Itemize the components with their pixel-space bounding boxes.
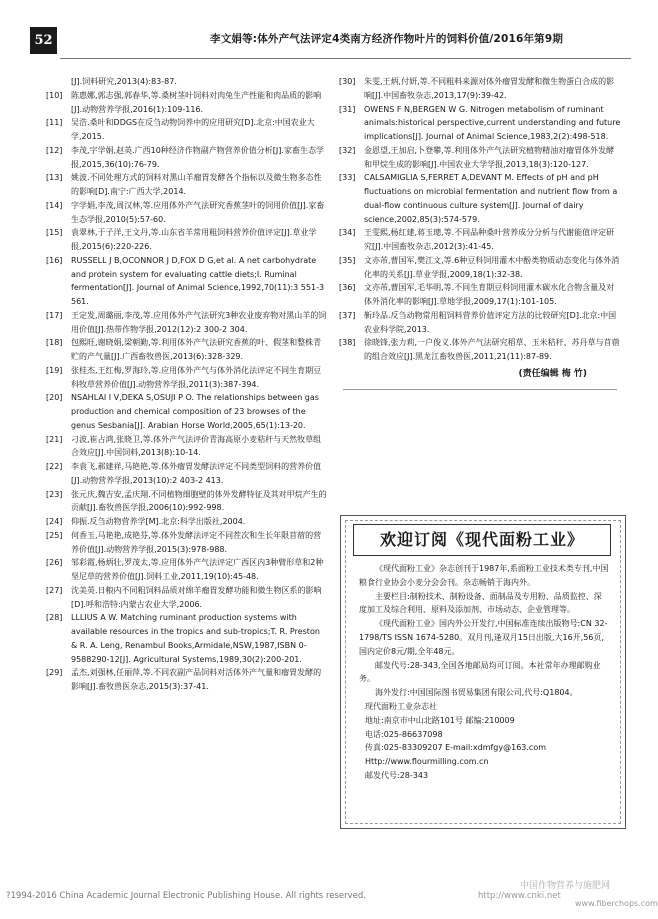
reference-text: 包熙旺,谢晓娟,梁朝勤,等.利用体外产气法研究香蕉的叶、假茎和整株青贮的产气量[J].广西畜牧兽医,2013(6):328-329. xyxy=(71,338,322,361)
reference-entry xyxy=(46,364,328,392)
reference-entry xyxy=(339,254,621,282)
reference-text: 袁翠林,于子洋,王文丹,等.山东省羊常用粗饲料营养价值评定[J].草业学报,2015(6):220-226. xyxy=(71,228,317,251)
copyright-notice: ?1994-2016 China Academic Journal Electronic Publishing House. All rights reserved. xyxy=(6,891,366,901)
subscription-ad-box xyxy=(340,515,626,829)
reference-text: 李茂,字学娟,赵英.广西10种经济作物副产物营养价值分析[J].家畜生态学报,2015,36(10):76-79. xyxy=(71,145,324,169)
reference-number: [19] xyxy=(46,365,63,375)
reference-number: [36] xyxy=(339,283,356,293)
ad-contact-line: 现代面粉工业杂志社 xyxy=(365,701,437,711)
reference-number: [13] xyxy=(46,173,63,183)
reference-number: [30] xyxy=(339,77,356,86)
reference-number: [12] xyxy=(46,145,63,155)
page-number: 52 xyxy=(30,27,57,54)
reference-text: [J].饲料研究,2013(4):83-87. xyxy=(71,77,177,86)
reference-number: [38] xyxy=(339,338,356,348)
section-divider xyxy=(343,389,617,390)
reference-text: 姚波.不同处理方式的饲料对黑山羊瘤胃发酵各个指标以及微生物多态性的影响[D].南宁:广西大学,2014. xyxy=(71,173,322,196)
reference-text: 文亦芾,曹国军,樊江文,等.6种豆科饲用灌木中酚类物质动态变化与体外消化率的关系[J].草业学报,2009,18(1):32-38. xyxy=(364,255,620,279)
reference-text: 何香玉,马艳艳,成艳芬,等.体外发酵法评定不同茬次和生长年限苜蓿的营养价值[J].动物营养学报,2015(3):978-988. xyxy=(71,530,322,554)
editor-note: (责任编辑 梅 竹) xyxy=(518,368,587,379)
reference-number: [18] xyxy=(46,338,63,348)
reference-entry xyxy=(46,199,328,227)
reference-text: 邹彩霞,杨炳壮,罗茂太,等.应用体外产气法评定广西区内3种臂形草和2种坚尼草的营养价值[J].饲料工业,2011,19(10):45-48. xyxy=(71,558,324,581)
reference-number: [35] xyxy=(339,255,356,265)
reference-text: CALSAMIGLIA S,FERRET A,DEVANT M. Effects of pH and pH fluctuations on microbial fermentation and nutrient flow from a dual-flow continuous culture system[J]. Journal of dairy science,2002,85(3):574-579. xyxy=(364,173,618,224)
reference-text: 靳玲品.反刍动物常用粗饲料营养价值评定方法的比较研究[D].北京:中国农业科学院,2013. xyxy=(364,310,617,334)
reference-text: RUSSELL J B,OCONNOR J D,FOX D G,et al. A net carbohydrate and protein system for evaluating cattle diets;I. Ruminal fermentation[J]. Journal of Animal Science,1992,70(11):3 551-3 561. xyxy=(71,255,325,306)
reference-text: 张桂杰,王红梅,罗海玲,等.应用体外产气与体外消化法评定不同生育期豆科牧草营养价值[J].动物营养学报,2011(3):387-394. xyxy=(71,365,322,389)
reference-entry xyxy=(46,460,328,488)
reference-number: [28] xyxy=(46,613,63,623)
reference-text: NSAHLAI I V,DEKA S,OSUJI P O. The relationships between gas production and chemical composition of 23 browses of the genus Sesbania[J]. Arabian Horse World,2005,65(1):13-20. xyxy=(71,393,319,430)
reference-entry xyxy=(46,611,328,666)
header-rule xyxy=(60,58,631,59)
ad-paragraph: 《现代面粉工业》国内外公开发行,中国标准连续出版物号:CN 32-1798/TS ISSN 1674-5280。双月刊,逢双月15日出版,大16开,56页,国内定价8元/期,全年48元。 xyxy=(359,619,608,656)
reference-number: [17] xyxy=(46,310,63,320)
reference-entry xyxy=(339,309,621,337)
reference-number: [32] xyxy=(339,145,356,155)
right-reference-list xyxy=(339,75,621,364)
reference-text: 沈美英.日粮内不同粗饲料品质对绵羊瘤胃发酵功能和微生物区系的影响[D].呼和浩特:内蒙古农业大学,2006. xyxy=(71,585,322,609)
reference-text: 孟杰,刘强林,任丽萍,等.不同农副产品饲料对活体外产气量和瘤胃发酵的影响[J].畜牧兽医杂志,2015(3):37-41. xyxy=(71,668,322,691)
reference-text: 徐晓锋,张力莉,一户俊义.体外产气法研究稻草、玉米秸秆、苏丹草与苜蓿的组合效应[J].黑龙江畜牧兽医,2011,21(11):87-89. xyxy=(364,338,620,361)
reference-number: [25] xyxy=(46,530,63,540)
ad-body xyxy=(359,562,609,783)
reference-text: 字学娟,李茂,周汉林,等.应用体外产气法研究香蕉茎叶的饲用价值[J].家畜生态学报,2010(5):57-60. xyxy=(71,200,325,224)
reference-entry xyxy=(339,281,621,309)
reference-entry xyxy=(46,488,328,516)
reference-number: [33] xyxy=(339,173,356,183)
right-reference-column xyxy=(339,75,621,390)
reference-number: [26] xyxy=(46,558,63,568)
reference-entry xyxy=(46,226,328,254)
ad-contact-line: 地址:南京市中山北路101号 邮编:210009 xyxy=(365,715,515,725)
reference-entry xyxy=(46,529,328,557)
reference-text: 张元庆,魏吉安,孟庆翔.不同植物细胞壁的体外发酵特征及其对甲烷产生的贡献[J].畜牧兽医学报,2006(10):992-998. xyxy=(71,489,327,513)
reference-entry xyxy=(339,336,621,364)
reference-number: [24] xyxy=(46,517,63,526)
reference-entry xyxy=(339,144,621,172)
reference-number: [23] xyxy=(46,489,63,499)
reference-entry xyxy=(46,515,328,529)
reference-number: [29] xyxy=(46,668,63,678)
reference-entry xyxy=(46,391,328,432)
reference-text: 王雯熙,杨红建,蒋玉璁,等.不同品种桑叶营养成分分析与代谢能值评定研究[J].中国畜牧杂志,2012(3):41-45. xyxy=(364,228,615,251)
reference-number: [27] xyxy=(46,585,63,595)
reference-text: 朱雯,王炳,付妍,等.不同粗料来源对体外瘤胃发酵和微生物蛋白合成的影响[J].中国畜牧杂志,2013,17(9):39-42. xyxy=(364,77,615,100)
ad-paragraph: 邮发代号:28-343,全国各地邮局均可订阅。本社常年办理邮购业务。 xyxy=(359,660,601,684)
reference-number: [31] xyxy=(339,104,356,114)
ad-contact-line: 邮发代号:28-343 xyxy=(365,770,429,780)
reference-number: [37] xyxy=(339,310,356,320)
reference-entry xyxy=(46,144,328,172)
running-head: 李文娟等:体外产气法评定4类南方经济作物叶片的饲料价值/2016年第9期 xyxy=(210,33,564,45)
reference-number: [16] xyxy=(46,255,63,265)
reference-entry xyxy=(46,666,328,694)
reference-entry xyxy=(46,584,328,612)
reference-text: 仰振.反刍动物营养学[M].北京:科学出版社,2004. xyxy=(71,517,246,526)
ad-contact-line: 传真:025-83309207 E-mail:xdmfgy@163.com xyxy=(365,743,547,753)
reference-number: [22] xyxy=(46,462,63,471)
reference-entry xyxy=(46,89,328,117)
reference-entry xyxy=(46,433,328,461)
reference-entry xyxy=(46,171,328,199)
reference-entry xyxy=(46,75,328,89)
reference-number: [21] xyxy=(46,434,63,444)
ad-contact-line: Http://www.flourmilling.com.cn xyxy=(365,757,489,767)
watermark-url: www.fiberchops.com xyxy=(575,899,658,908)
ad-contact-line: 电话:025-86637098 xyxy=(365,729,443,739)
reference-entry xyxy=(339,171,621,226)
reference-entry xyxy=(46,116,328,144)
reference-entry xyxy=(339,75,621,103)
reference-text: 陈惠娜,郭志强,郭春华,等.桑树茎叶饲料对肉兔生产性能和肉品质的影响[J].动物营养学报,2016(1):109-116. xyxy=(71,90,322,114)
reference-number: [10] xyxy=(46,90,63,100)
ad-paragraph: 主要栏目:制粉技术、制粉设备、面制品及专用粉、品质监控、深度加工及综合利用、原料及添加剂、市场动态、企业管理等。 xyxy=(359,591,602,615)
reference-number: [15] xyxy=(46,228,63,238)
reference-text: 吴浩.桑叶和DDGS在反刍动物饲养中的应用研究[D].北京:中国农业大学,2015. xyxy=(71,118,315,141)
reference-text: 刁波,崔占鸿,张晓卫,等.体外产气法评价青海高原小麦秸秆与天然牧草组合效应[J].中国饲料,2013(8):10-14. xyxy=(71,434,322,458)
reference-text: 金恩望,王加启,卜登攀,等.利用体外产气法研究植物精油对瘤胃体外发酵和甲烷生成的影响[J].中国农业大学学报,2013,18(3):120-127. xyxy=(364,145,615,169)
ad-title: 欢迎订阅《现代面粉工业》 xyxy=(353,524,611,556)
reference-number: [14] xyxy=(46,200,63,210)
reference-entry xyxy=(339,226,621,254)
reference-text: 李袁飞,郝建祥,马艳艳,等.体外瘤胃发酵法评定不同类型饲料的营养价值[J].动物营养学报,2013(10):2 403-2 413. xyxy=(71,462,322,485)
reference-text: OWENS F N,BERGEN W G. Nitrogen metabolism of ruminant animals:historical perspective,current understanding and future implications[J]. Journal of Animal Science,1983,2(2):498-518. xyxy=(364,104,621,141)
watermark-text: 中国作物营养与施肥网 xyxy=(520,881,611,891)
reference-entry xyxy=(339,103,621,144)
reference-number: [20] xyxy=(46,393,63,403)
page-footer xyxy=(0,891,658,908)
reference-number: [34] xyxy=(339,228,356,238)
ad-paragraph: 海外发行:中国国际图书贸易集团有限公司,代号:Q1804。 xyxy=(375,688,578,698)
footer-url[interactable]: http://www.cnki.net xyxy=(478,891,561,901)
reference-entry xyxy=(46,254,328,309)
reference-text: 王定发,周璐丽,李茂,等.应用体外产气法研究3种农业废弃物对黑山羊的饲用价值[J].热带作物学报,2012(12):2 300-2 304. xyxy=(71,310,327,334)
reference-entry xyxy=(46,309,328,337)
reference-text: 文亦芾,曹国军,毛华明,等.不同生育期豆科饲用灌木碳水化合物含量及对体外消化率的影响[J].草地学报,2009,17(1):101-105. xyxy=(364,283,615,306)
reference-text: LLLIUS A W. Matching ruminant production systems with available resources in the tropics and sub-tropics;T. R. Preston & R. A. Leng, Renambul Books,Armidale,NSW,1987,ISBN 0-9588290-12[J]. Agricultural Systems,1989,30(2):200-201. xyxy=(71,613,320,664)
left-reference-column xyxy=(46,75,328,694)
reference-number: [11] xyxy=(46,118,63,128)
reference-entry xyxy=(46,556,328,584)
reference-entry xyxy=(46,336,328,364)
ad-paragraph: 《现代面粉工业》杂志创刊于1987年,系面粉工业技术类专刊,中国粮食行业协会小麦分会会刊。杂志畅销于海内外。 xyxy=(359,564,609,587)
